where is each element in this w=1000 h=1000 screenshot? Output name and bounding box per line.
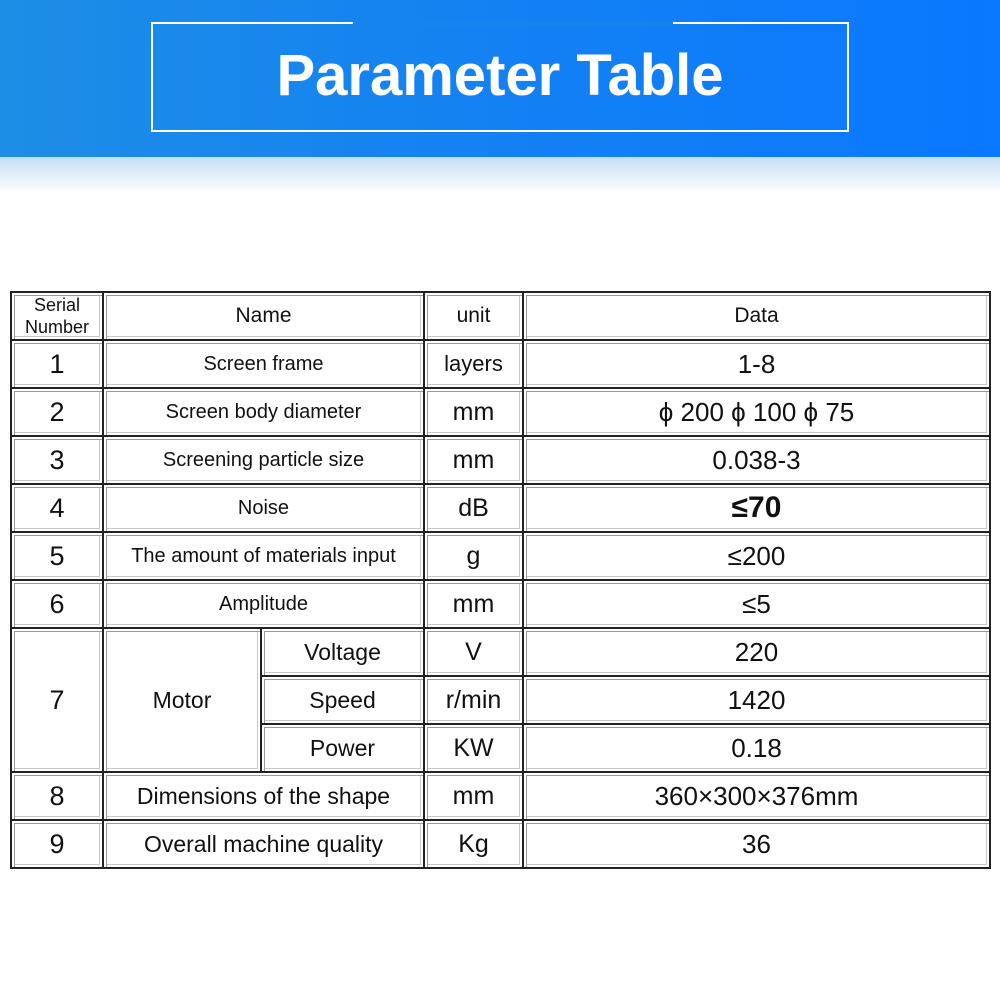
table-row bbox=[11, 340, 990, 388]
name-cell: Screening particle size bbox=[103, 436, 424, 484]
data-cell: 36 bbox=[523, 820, 990, 868]
serial-cell: 1 bbox=[11, 340, 103, 388]
serial-cell: 9 bbox=[11, 820, 103, 868]
data-cell: 0.18 bbox=[523, 724, 990, 772]
data-cell: 1420 bbox=[523, 676, 990, 724]
motor-sub-name: Power bbox=[261, 724, 424, 772]
name-cell: Amplitude bbox=[103, 580, 424, 628]
unit-cell: mm bbox=[424, 436, 523, 484]
unit-cell: Kg bbox=[424, 820, 523, 868]
table-row bbox=[11, 580, 990, 628]
unit-cell: mm bbox=[424, 772, 523, 820]
header-banner-fade bbox=[0, 157, 1000, 193]
serial-cell: 8 bbox=[11, 772, 103, 820]
serial-cell: 7 bbox=[11, 628, 103, 772]
data-cell: 0.038-3 bbox=[523, 436, 990, 484]
unit-cell: r/min bbox=[424, 676, 523, 724]
data-cell: ≤70 bbox=[523, 484, 990, 532]
serial-cell: 3 bbox=[11, 436, 103, 484]
table-row bbox=[11, 532, 990, 580]
table-row bbox=[11, 484, 990, 532]
data-cell: ϕ 200 ϕ 100 ϕ 75 bbox=[523, 388, 990, 436]
table-row bbox=[11, 388, 990, 436]
parameter-table bbox=[10, 291, 991, 869]
serial-cell: 6 bbox=[11, 580, 103, 628]
data-cell: ≤5 bbox=[523, 580, 990, 628]
data-cell: 220 bbox=[523, 628, 990, 676]
table-header-row bbox=[11, 292, 990, 340]
motor-sub-name: Voltage bbox=[261, 628, 424, 676]
motor-label: Motor bbox=[103, 628, 261, 772]
name-cell: Screen body diameter bbox=[103, 388, 424, 436]
unit-cell: mm bbox=[424, 388, 523, 436]
name-cell: Noise bbox=[103, 484, 424, 532]
data-cell: 1-8 bbox=[523, 340, 990, 388]
motor-sub-name: Speed bbox=[261, 676, 424, 724]
header-data: Data bbox=[523, 292, 990, 340]
unit-cell: layers bbox=[424, 340, 523, 388]
data-cell: 360×300×376mm bbox=[523, 772, 990, 820]
name-cell: Screen frame bbox=[103, 340, 424, 388]
header-name: Name bbox=[103, 292, 424, 340]
name-cell: The amount of materials input bbox=[103, 532, 424, 580]
serial-cell: 2 bbox=[11, 388, 103, 436]
name-cell: Overall machine quality bbox=[103, 820, 424, 868]
unit-cell: V bbox=[424, 628, 523, 676]
serial-cell: 5 bbox=[11, 532, 103, 580]
table-row bbox=[11, 820, 990, 868]
title-frame-gap bbox=[353, 21, 673, 27]
table-row-motor bbox=[11, 628, 990, 676]
table-row bbox=[11, 436, 990, 484]
unit-cell: g bbox=[424, 532, 523, 580]
header-serial-number: Serial Number bbox=[11, 292, 103, 340]
page-title: Parameter Table bbox=[276, 43, 724, 108]
name-cell: Dimensions of the shape bbox=[103, 772, 424, 820]
unit-cell: KW bbox=[424, 724, 523, 772]
serial-cell: 4 bbox=[11, 484, 103, 532]
table-row bbox=[11, 772, 990, 820]
unit-cell: mm bbox=[424, 580, 523, 628]
data-cell: ≤200 bbox=[523, 532, 990, 580]
unit-cell: dB bbox=[424, 484, 523, 532]
header-unit: unit bbox=[424, 292, 523, 340]
